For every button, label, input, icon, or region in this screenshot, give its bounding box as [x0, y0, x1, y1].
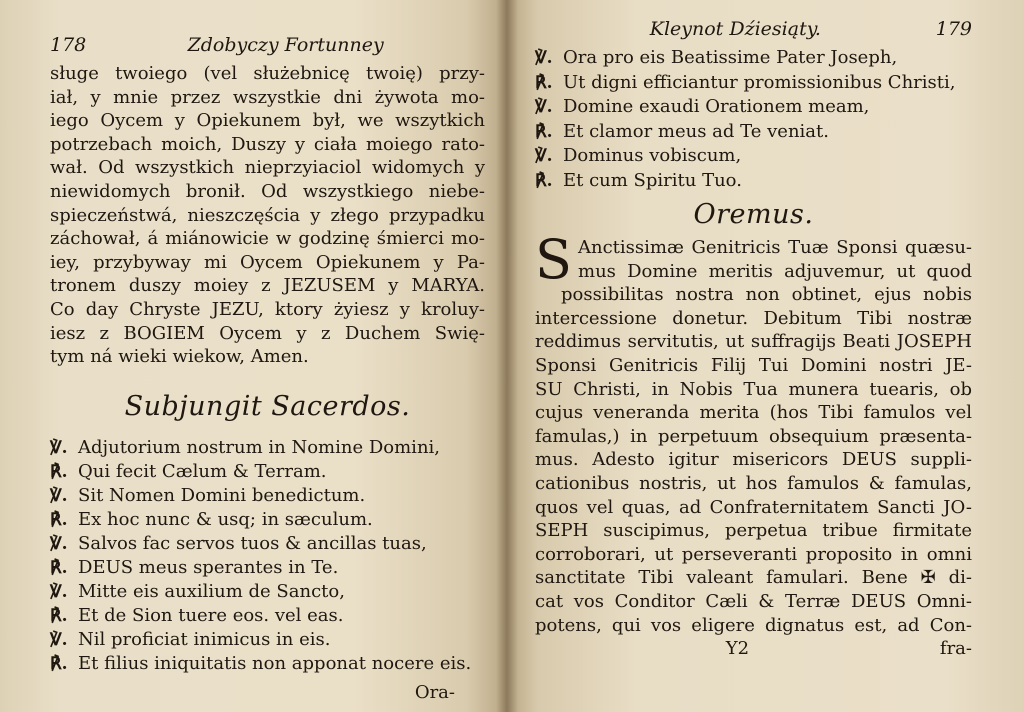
text-line: wał. Od wszystkich nieprzyiaciol widomych y: [50, 157, 485, 179]
versicle-row: [535, 71, 972, 96]
running-head-left: Zdobyczy Fortunney: [187, 34, 384, 56]
versicle-text: Salvos fac servos tuos & ancillas tuas,: [78, 532, 427, 554]
section-title-oremus: Oremus.: [693, 199, 814, 230]
catchword-left: Ora-: [414, 681, 455, 703]
versicle-text: Domine exaudi Orationem meam,: [563, 96, 870, 117]
text-line: potrzebach moich, Duszy y ciała moiego rato-: [50, 133, 485, 155]
versicle-row: [50, 628, 485, 652]
opening-lines: [535, 228, 972, 291]
text-line: záchował, á miánowicie w godzinę śmierci mo-: [50, 228, 485, 250]
versicle-symbol: ℣.: [535, 146, 553, 166]
versicle-symbol: ℣.: [50, 629, 68, 650]
response-symbol: ℟.: [50, 653, 68, 674]
right-page-footer: [535, 637, 972, 661]
versicle-row: [535, 120, 972, 145]
text-line: sługe twoiego (vel służebnicę twoię) przy-: [50, 63, 485, 84]
response-text: Ex hoc nunc & usq; in sæculum.: [78, 508, 373, 530]
left-page-header: [50, 34, 485, 58]
text-line: Anctissimæ Genitricis Tuæ Sponsi quæsu-: [578, 237, 972, 258]
response-symbol: ℟.: [50, 461, 68, 482]
versicle-row: [535, 144, 972, 169]
versicle-symbol: ℣.: [535, 48, 553, 68]
versicle-symbol: ℣.: [50, 485, 68, 506]
response-symbol: ℟.: [535, 170, 553, 191]
text-line: Sponsi Genitricis Filij Tui Domini nostri JE-: [535, 354, 972, 376]
text-line: cujus veneranda merita (hos Tibi famulos vel: [535, 402, 972, 424]
text-line: famulas,) in perpetuum obsequium præsenta-: [535, 425, 972, 447]
versicle-text: Dominus vobiscum,: [563, 145, 742, 166]
text-line: iesz z BOGIEM Oycem y z Duchem Swię-: [50, 322, 485, 344]
versicle-row: [50, 436, 485, 460]
latin-prayer-text: [535, 228, 972, 637]
versicle-row: [535, 95, 972, 120]
versicle-row: [535, 46, 972, 71]
versicle-list-left: [50, 436, 485, 676]
versicle-row: [50, 460, 485, 484]
right-page-header: [535, 18, 972, 42]
running-head-right: Kleynot Dźiesiąty.: [649, 18, 821, 40]
versicle-symbol: ℣.: [50, 437, 68, 458]
versicle-text: Nil proficiat inimicus in eis.: [78, 628, 331, 650]
catchword-right: fra-: [939, 638, 972, 660]
response-symbol: ℟.: [50, 509, 68, 530]
dropcap-letter: S: [535, 228, 572, 291]
versicle-symbol: ℣.: [50, 533, 68, 554]
text-line: SU Christi, in Nobis Tua munera tuearis, ob: [535, 378, 972, 400]
polish-prayer-text: [50, 62, 485, 369]
versicle-text: Mitte eis auxilium de Sancto,: [78, 580, 345, 602]
versicle-row: [50, 532, 485, 556]
text-line: mus Domine meritis adjuvemur, ut quod: [578, 260, 972, 282]
response-symbol: ℟.: [50, 557, 68, 578]
response-symbol: ℟.: [535, 72, 553, 93]
text-line: Co day Chryste JEZU, ktory żyiesz y kroluy-: [50, 298, 485, 320]
text-line: quos vel quas, ad Confraternitatem Sancti JO-: [535, 496, 972, 518]
signature-mark: Y2: [725, 638, 750, 660]
text-line: sanctitate Tibi valeant famulari. Bene ✠ di-: [535, 567, 972, 589]
response-text: Qui fecit Cælum & Terram.: [78, 460, 327, 482]
text-line: mus. Adesto igitur misericors DEUS suppli-: [535, 449, 972, 471]
response-text: Et filius iniquitatis non apponat nocere eis.: [78, 652, 472, 674]
book-gutter: [496, 0, 518, 712]
page-number-right: 179: [935, 18, 972, 40]
left-page: [0, 0, 507, 712]
versicle-text: Adjutorium nostrum in Nomine Domini,: [78, 436, 441, 458]
text-line: iego Oycem y Opiekunem był, we wszytkich: [50, 110, 485, 132]
response-symbol: ℟.: [535, 121, 553, 142]
versicle-row: [50, 580, 485, 604]
text-line: iał, y mnie przez wszystkie dni żywota mo-: [50, 86, 485, 108]
text-line: possibilitas nostra non obtinet, ejus nobis: [561, 284, 972, 306]
text-line: spieczeństwá, nieszczęścia y złego przypadku: [50, 204, 485, 226]
text-line: potens, qui vos eligere dignatus est, ad Con-: [535, 614, 972, 636]
versicle-row: [50, 484, 485, 508]
text-line: cationibus nostris, ut hos famulos & famulas,: [535, 472, 972, 494]
response-text: Et de Sion tuere eos. vel eas.: [78, 604, 344, 626]
text-line: corroborari, ut perseveranti proposito in omni: [535, 543, 972, 565]
versicle-row: [50, 508, 485, 532]
versicle-row: [50, 604, 485, 628]
versicle-text: Ora pro eis Beatissime Pater Joseph,: [563, 47, 898, 68]
versicle-row: [535, 169, 972, 194]
versicle-text: Sit Nomen Domini benedictum.: [78, 484, 366, 506]
versicle-row: [50, 556, 485, 580]
versicle-list-right: [535, 46, 972, 193]
text-line: intercessione donetur. Debitum Tibi nostræ: [535, 307, 972, 329]
versicle-row: [50, 652, 485, 676]
versicle-symbol: ℣.: [535, 97, 553, 117]
response-text: Et clamor meus ad Te veniat.: [563, 120, 829, 142]
text-line: tronem duszy moiey z JEZUSEM y MARYA.: [50, 275, 485, 297]
section-title-subjungit: Subjungit Sacerdos.: [124, 390, 411, 422]
text-line: cat vos Conditor Cæli & Terræ DEUS Omni-: [535, 590, 972, 612]
response-text: Et cum Spiritu Tuo.: [563, 169, 742, 191]
response-text: DEUS meus sperantes in Te.: [78, 556, 339, 578]
right-page: [507, 0, 1024, 712]
text-line: tym ná wieki wiekow, Amen.: [50, 346, 309, 368]
text-line: reddimus servitutis, ut suffragijs Beati JOSEPH: [535, 331, 972, 353]
text-line: SEPH suscipimus, perpetua tribue firmitate: [535, 520, 972, 542]
text-line: niewidomych bronił. Od wszystkiego niebe-: [50, 180, 485, 202]
response-symbol: ℟.: [50, 605, 68, 626]
versicle-symbol: ℣.: [50, 581, 68, 602]
page-number-left: 178: [50, 34, 87, 56]
text-line: iey, przybyway mi Oycem Opiekunem y Pa-: [50, 251, 485, 273]
response-text: Ut digni efficiantur promissionibus Christi,: [563, 71, 956, 93]
